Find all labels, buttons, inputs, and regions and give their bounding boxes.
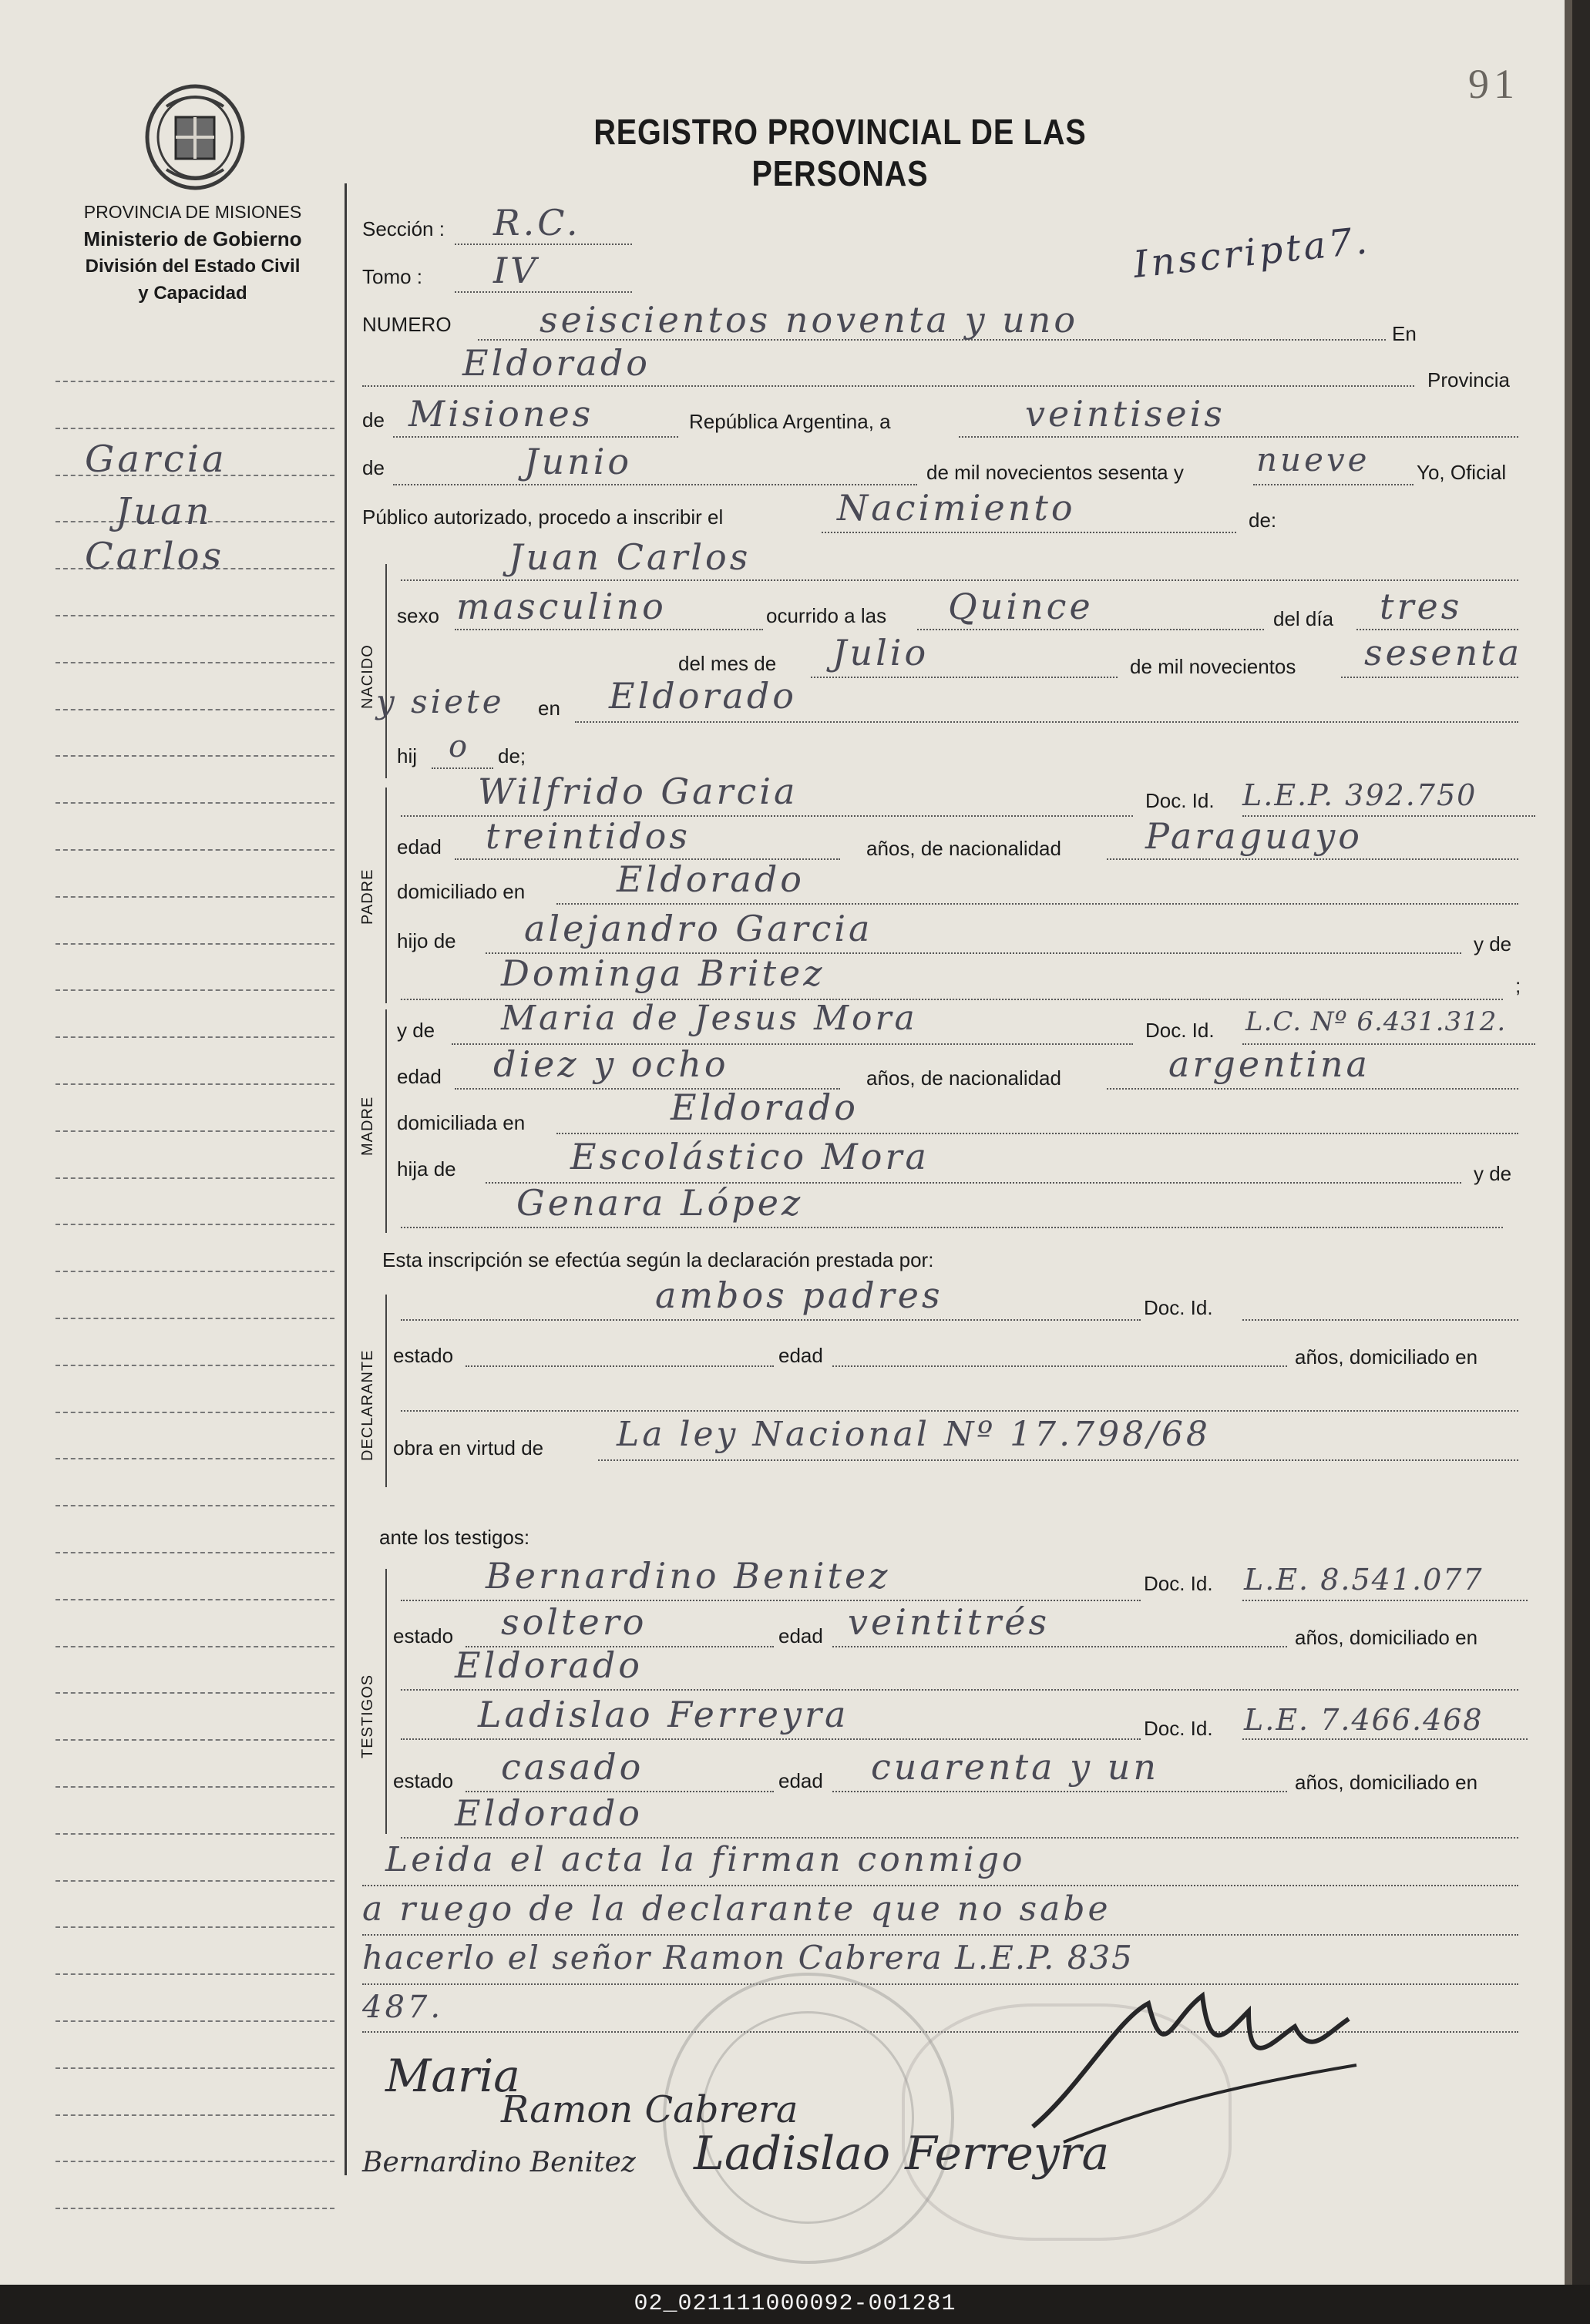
- provincia-line: [393, 436, 678, 438]
- de-label-3: de:: [1249, 509, 1277, 532]
- republica-label: República Argentina, a: [689, 410, 891, 433]
- margin-ruled-line: [55, 381, 334, 382]
- semicolon-label: ;: [1515, 974, 1521, 997]
- y-de-label-2: y de: [397, 1019, 435, 1042]
- signature-mother: Maria: [385, 2050, 520, 2102]
- image-caption: 02_021111000092-001281: [0, 2285, 1590, 2324]
- testigo2-edad-value: cuarenta y un: [871, 1746, 1160, 1788]
- margin-ruled-line: [55, 1973, 334, 1975]
- provincia-value: Misiones: [408, 393, 594, 435]
- margin-divider: [345, 183, 347, 2175]
- testigo2-nombre-value: Ladislao Ferreyra: [478, 1694, 849, 1735]
- margin-ruled-line: [55, 1083, 334, 1085]
- padre-dom-line: [556, 903, 1518, 905]
- anio-a-line: [1341, 677, 1518, 678]
- margin-middle-name: Carlos: [85, 535, 225, 578]
- testigo1-dom-value: Eldorado: [455, 1644, 643, 1686]
- testigo2-dom-label: años, domiciliado en: [1295, 1771, 1478, 1794]
- padre-nac-value: Paraguayo: [1145, 815, 1363, 857]
- declarante-estado-label: estado: [393, 1344, 454, 1367]
- margin-ruled-line: [55, 849, 334, 851]
- testigo2-dom-line: [401, 1837, 1518, 1839]
- testigo1-estado-label: estado: [393, 1624, 454, 1647]
- padre-nac-line: [1107, 858, 1518, 860]
- en-label-2: en: [538, 697, 560, 720]
- margin-ruled-line: [55, 428, 334, 429]
- de-label-1: de: [362, 408, 385, 432]
- anio-fecha-value: nueve: [1256, 441, 1370, 479]
- seccion-label: Sección :: [362, 217, 445, 240]
- org-division: División del Estado Civil: [85, 256, 301, 277]
- mes-fecha-value: Junio: [524, 441, 633, 482]
- lugar-line: [362, 385, 1414, 387]
- mil-sesenta-label: de mil novecientos sesenta y: [926, 461, 1184, 484]
- testigo1-doc-label: Doc. Id.: [1144, 1572, 1213, 1595]
- margin-ruled-line: [55, 1692, 334, 1694]
- padre-doc-value: L.E.P. 392.750: [1242, 778, 1477, 812]
- declarante-estado-line: [466, 1365, 774, 1367]
- declarante-doc-label: Doc. Id.: [1144, 1296, 1213, 1319]
- testigos-side-label: TESTIGOS: [359, 1674, 376, 1758]
- acto-line: [822, 532, 1236, 533]
- padre-edad-value: treintidos: [486, 815, 691, 857]
- mes-value: Julio: [832, 632, 929, 673]
- testigo2-estado-label: estado: [393, 1769, 454, 1792]
- dia-line: [1356, 629, 1518, 630]
- seccion-line: [455, 243, 632, 245]
- testigo2-doc-line: [1242, 1738, 1528, 1740]
- page-number: 91: [1468, 61, 1519, 107]
- org-ministry: Ministerio de Gobierno: [83, 227, 302, 250]
- margin-ruled-line: [55, 989, 334, 991]
- anio-a-value: sesenta: [1364, 632, 1523, 673]
- dia-fecha-line: [959, 436, 1518, 438]
- lugar-value: Eldorado: [462, 342, 650, 384]
- margin-ruled-line: [55, 1365, 334, 1366]
- margin-ruled-line: [55, 1786, 334, 1788]
- declarante-value: ambos padres: [655, 1275, 943, 1316]
- tomo-label: Tomo :: [362, 265, 423, 288]
- testigo1-dom-line: [401, 1689, 1518, 1691]
- margin-ruled-line: [55, 1036, 334, 1038]
- padre-madre-value: Dominga Britez: [501, 952, 825, 994]
- padre-nac-label: años, de nacionalidad: [866, 837, 1061, 860]
- margin-ruled-line: [55, 1318, 334, 1319]
- registry-title: REGISTRO PROVINCIAL DE LAS PERSONAS: [593, 112, 1087, 193]
- testigo1-doc-value: L.E. 8.541.077: [1244, 1563, 1484, 1597]
- padre-side-label: PADRE: [359, 868, 376, 925]
- closing-line-1: [362, 1885, 1518, 1886]
- margin-ruled-line: [55, 943, 334, 945]
- margin-ruled-line: [55, 1458, 334, 1459]
- margin-ruled-line: [55, 1130, 334, 1132]
- sexo-line: [455, 629, 763, 630]
- margin-ruled-line: [55, 2114, 334, 2116]
- testigo1-nombre-value: Bernardino Benitez: [486, 1555, 891, 1597]
- margin-ruled-line: [55, 1412, 334, 1413]
- madre-bracket: [385, 1009, 387, 1233]
- anio-fecha-line: [1253, 484, 1414, 485]
- testigo1-doc-line: [1242, 1600, 1528, 1601]
- declarante-bracket: [385, 1295, 387, 1487]
- margin-ruled-line: [55, 1177, 334, 1179]
- y-de-label-1: y de: [1474, 932, 1512, 955]
- madre-nombre-value: Maria de Jesus Mora: [501, 999, 918, 1038]
- obra-virtud-line: [598, 1459, 1518, 1461]
- dia-value: tres: [1380, 586, 1463, 627]
- padre-nombre-value: Wilfrido Garcia: [478, 771, 798, 812]
- hora-value: Quince: [948, 586, 1094, 627]
- seccion-value: R.C.: [493, 202, 581, 243]
- hij-line: [432, 767, 493, 769]
- mes-line: [811, 677, 1118, 678]
- del-dia-label: del día: [1273, 607, 1334, 630]
- madre-padre-value: Escolástico Mora: [570, 1136, 929, 1177]
- padre-dom-label: domiciliado en: [397, 880, 526, 903]
- madre-doc-value: L.C. Nº 6.431.312.: [1245, 1006, 1507, 1037]
- tomo-line: [455, 291, 632, 293]
- provincial-seal-icon: [143, 83, 247, 191]
- closing-text-3: hacerlo el señor Ramon Cabrera L.E.P. 835: [362, 1939, 1134, 1976]
- madre-nac-value: argentina: [1168, 1043, 1370, 1085]
- margin-ruled-line: [55, 1646, 334, 1647]
- acto-value: Nacimiento: [837, 487, 1076, 529]
- madre-edad-label: edad: [397, 1065, 442, 1088]
- margin-ruled-line: [55, 1739, 334, 1741]
- numero-label: NUMERO: [362, 313, 452, 336]
- testigo2-doc-value: L.E. 7.466.468: [1244, 1703, 1484, 1737]
- signature-witness-1: Bernardino Benitez: [362, 2147, 636, 2178]
- madre-madre-value: Genara López: [516, 1182, 804, 1224]
- testigo2-edad-line: [832, 1791, 1287, 1792]
- declarante-side-label: DECLARANTE: [359, 1349, 376, 1461]
- anio-b-value: y siete: [376, 683, 505, 720]
- testigo1-dom-label: años, domiciliado en: [1295, 1626, 1478, 1649]
- nombre-line: [401, 579, 1518, 581]
- de-label-2: de: [362, 456, 385, 479]
- madre-dom-label: domiciliada en: [397, 1111, 526, 1134]
- padre-bracket: [385, 788, 387, 1003]
- hora-line: [917, 629, 1264, 630]
- esta-inscripcion-label: Esta inscripción se efectúa según la declaración prestada por:: [382, 1248, 934, 1271]
- madre-dom-value: Eldorado: [671, 1086, 859, 1128]
- obra-virtud-value: La ley Nacional Nº 17.798/68: [617, 1415, 1211, 1454]
- testigo1-edad-label: edad: [778, 1624, 823, 1647]
- inscription-annotation: Inscripta7.: [1131, 219, 1373, 287]
- declarante-edad-label: edad: [778, 1344, 823, 1367]
- madre-side-label: MADRE: [359, 1096, 376, 1156]
- closing-line-2: [362, 1934, 1518, 1936]
- testigo1-edad-value: veintitrés: [848, 1601, 1050, 1643]
- margin-ruled-line: [55, 1926, 334, 1928]
- madre-nac-label: años, de nacionalidad: [866, 1066, 1061, 1090]
- madre-edad-value: diez y ocho: [493, 1043, 729, 1085]
- closing-text-1: Leida el acta la firman conmigo: [385, 1840, 1026, 1879]
- margin-ruled-line: [55, 1505, 334, 1506]
- provincia-label: Provincia: [1427, 368, 1510, 391]
- hij-label: hij: [397, 744, 418, 767]
- margin-ruled-line: [55, 896, 334, 898]
- sexo-label: sexo: [397, 604, 439, 627]
- margin-ruled-line: [55, 1552, 334, 1553]
- declarante-doc-line: [1242, 1319, 1518, 1321]
- margin-ruled-line: [55, 2067, 334, 2069]
- padre-dom-value: Eldorado: [617, 858, 805, 900]
- en-label: En: [1392, 322, 1417, 345]
- hija-de-label: hija de: [397, 1157, 456, 1180]
- numero-value: seiscientos noventa y uno: [540, 299, 1079, 341]
- testigo1-estado-value: soltero: [501, 1601, 647, 1643]
- testigo2-doc-label: Doc. Id.: [1144, 1717, 1213, 1740]
- madre-doc-label: Doc. Id.: [1145, 1019, 1215, 1042]
- org-capacity: y Capacidad: [138, 283, 247, 304]
- margin-ruled-line: [55, 1599, 334, 1600]
- declarante-edad-line: [832, 1365, 1287, 1367]
- de-mil-label: de mil novecientos: [1130, 655, 1296, 678]
- testigo2-nombre-line: [401, 1738, 1141, 1740]
- publico-label: Público autorizado, procedo a inscribir el: [362, 505, 724, 529]
- obra-virtud-label: obra en virtud de: [393, 1436, 544, 1459]
- padre-edad-label: edad: [397, 835, 442, 858]
- hijo-de-label: hijo de: [397, 929, 456, 952]
- margin-ruled-line: [55, 1224, 334, 1225]
- testigo2-estado-value: casado: [501, 1746, 644, 1788]
- closing-text-4: 487.: [362, 1990, 444, 2025]
- padre-padre-value: alejandro Garcia: [524, 908, 873, 949]
- margin-ruled-line: [55, 662, 334, 663]
- hij-value: o: [449, 729, 471, 764]
- signature-ruego: Ramon Cabrera: [501, 2088, 798, 2131]
- closing-text-2: a ruego de la declarante que no sabe: [362, 1889, 1111, 1929]
- declarante-line: [401, 1319, 1141, 1321]
- margin-ruled-line: [55, 2020, 334, 2022]
- margin-first-name: Juan: [116, 490, 213, 533]
- testigo2-edad-label: edad: [778, 1769, 823, 1792]
- margin-surname: Garcia: [85, 438, 227, 481]
- mes-fecha-line: [393, 484, 917, 485]
- margin-ruled-line: [55, 709, 334, 710]
- margin-ruled-line: [55, 802, 334, 804]
- tomo-value: IV: [493, 250, 540, 291]
- margin-ruled-line: [55, 2161, 334, 2162]
- y-de-label-3: y de: [1474, 1162, 1512, 1185]
- padre-doc-label: Doc. Id.: [1145, 789, 1215, 812]
- yo-oficial-label: Yo, Oficial: [1417, 461, 1507, 484]
- nacido-side-label: NACIDO: [359, 644, 376, 709]
- testigo2-dom-value: Eldorado: [455, 1792, 643, 1834]
- margin-ruled-line: [55, 755, 334, 757]
- lugar-nac-line: [575, 721, 1518, 723]
- ocurrido-label: ocurrido a las: [766, 604, 887, 627]
- nacido-bracket: [385, 564, 387, 778]
- margin-ruled-line: [55, 2208, 334, 2209]
- madre-dom-line: [556, 1133, 1518, 1134]
- sexo-value: masculino: [456, 586, 667, 627]
- org-province: PROVINCIA DE MISIONES: [83, 202, 302, 222]
- margin-ruled-line: [55, 1833, 334, 1835]
- margin-ruled-line: [55, 1271, 334, 1272]
- issuing-office: [46, 199, 339, 307]
- dia-fecha-value: veintiseis: [1025, 393, 1225, 435]
- testigos-bracket: [385, 1569, 387, 1834]
- madre-nac-line: [1107, 1088, 1518, 1090]
- declarante-dom-label: años, domiciliado en: [1295, 1345, 1478, 1369]
- margin-ruled-line: [55, 1880, 334, 1882]
- margin-ruled-line: [55, 615, 334, 616]
- signature-witness-2: Ladislao Ferreyra: [694, 2127, 1110, 2181]
- de-label-4: de;: [498, 744, 526, 767]
- lugar-nac-value: Eldorado: [609, 675, 797, 717]
- madre-madre-line: [401, 1227, 1503, 1228]
- ante-testigos-label: ante los testigos:: [379, 1526, 530, 1549]
- del-mes-label: del mes de: [678, 652, 777, 675]
- declarante-dom-line: [401, 1410, 1518, 1412]
- nombre-value: Juan Carlos: [509, 536, 751, 578]
- testigo1-edad-line: [832, 1646, 1287, 1647]
